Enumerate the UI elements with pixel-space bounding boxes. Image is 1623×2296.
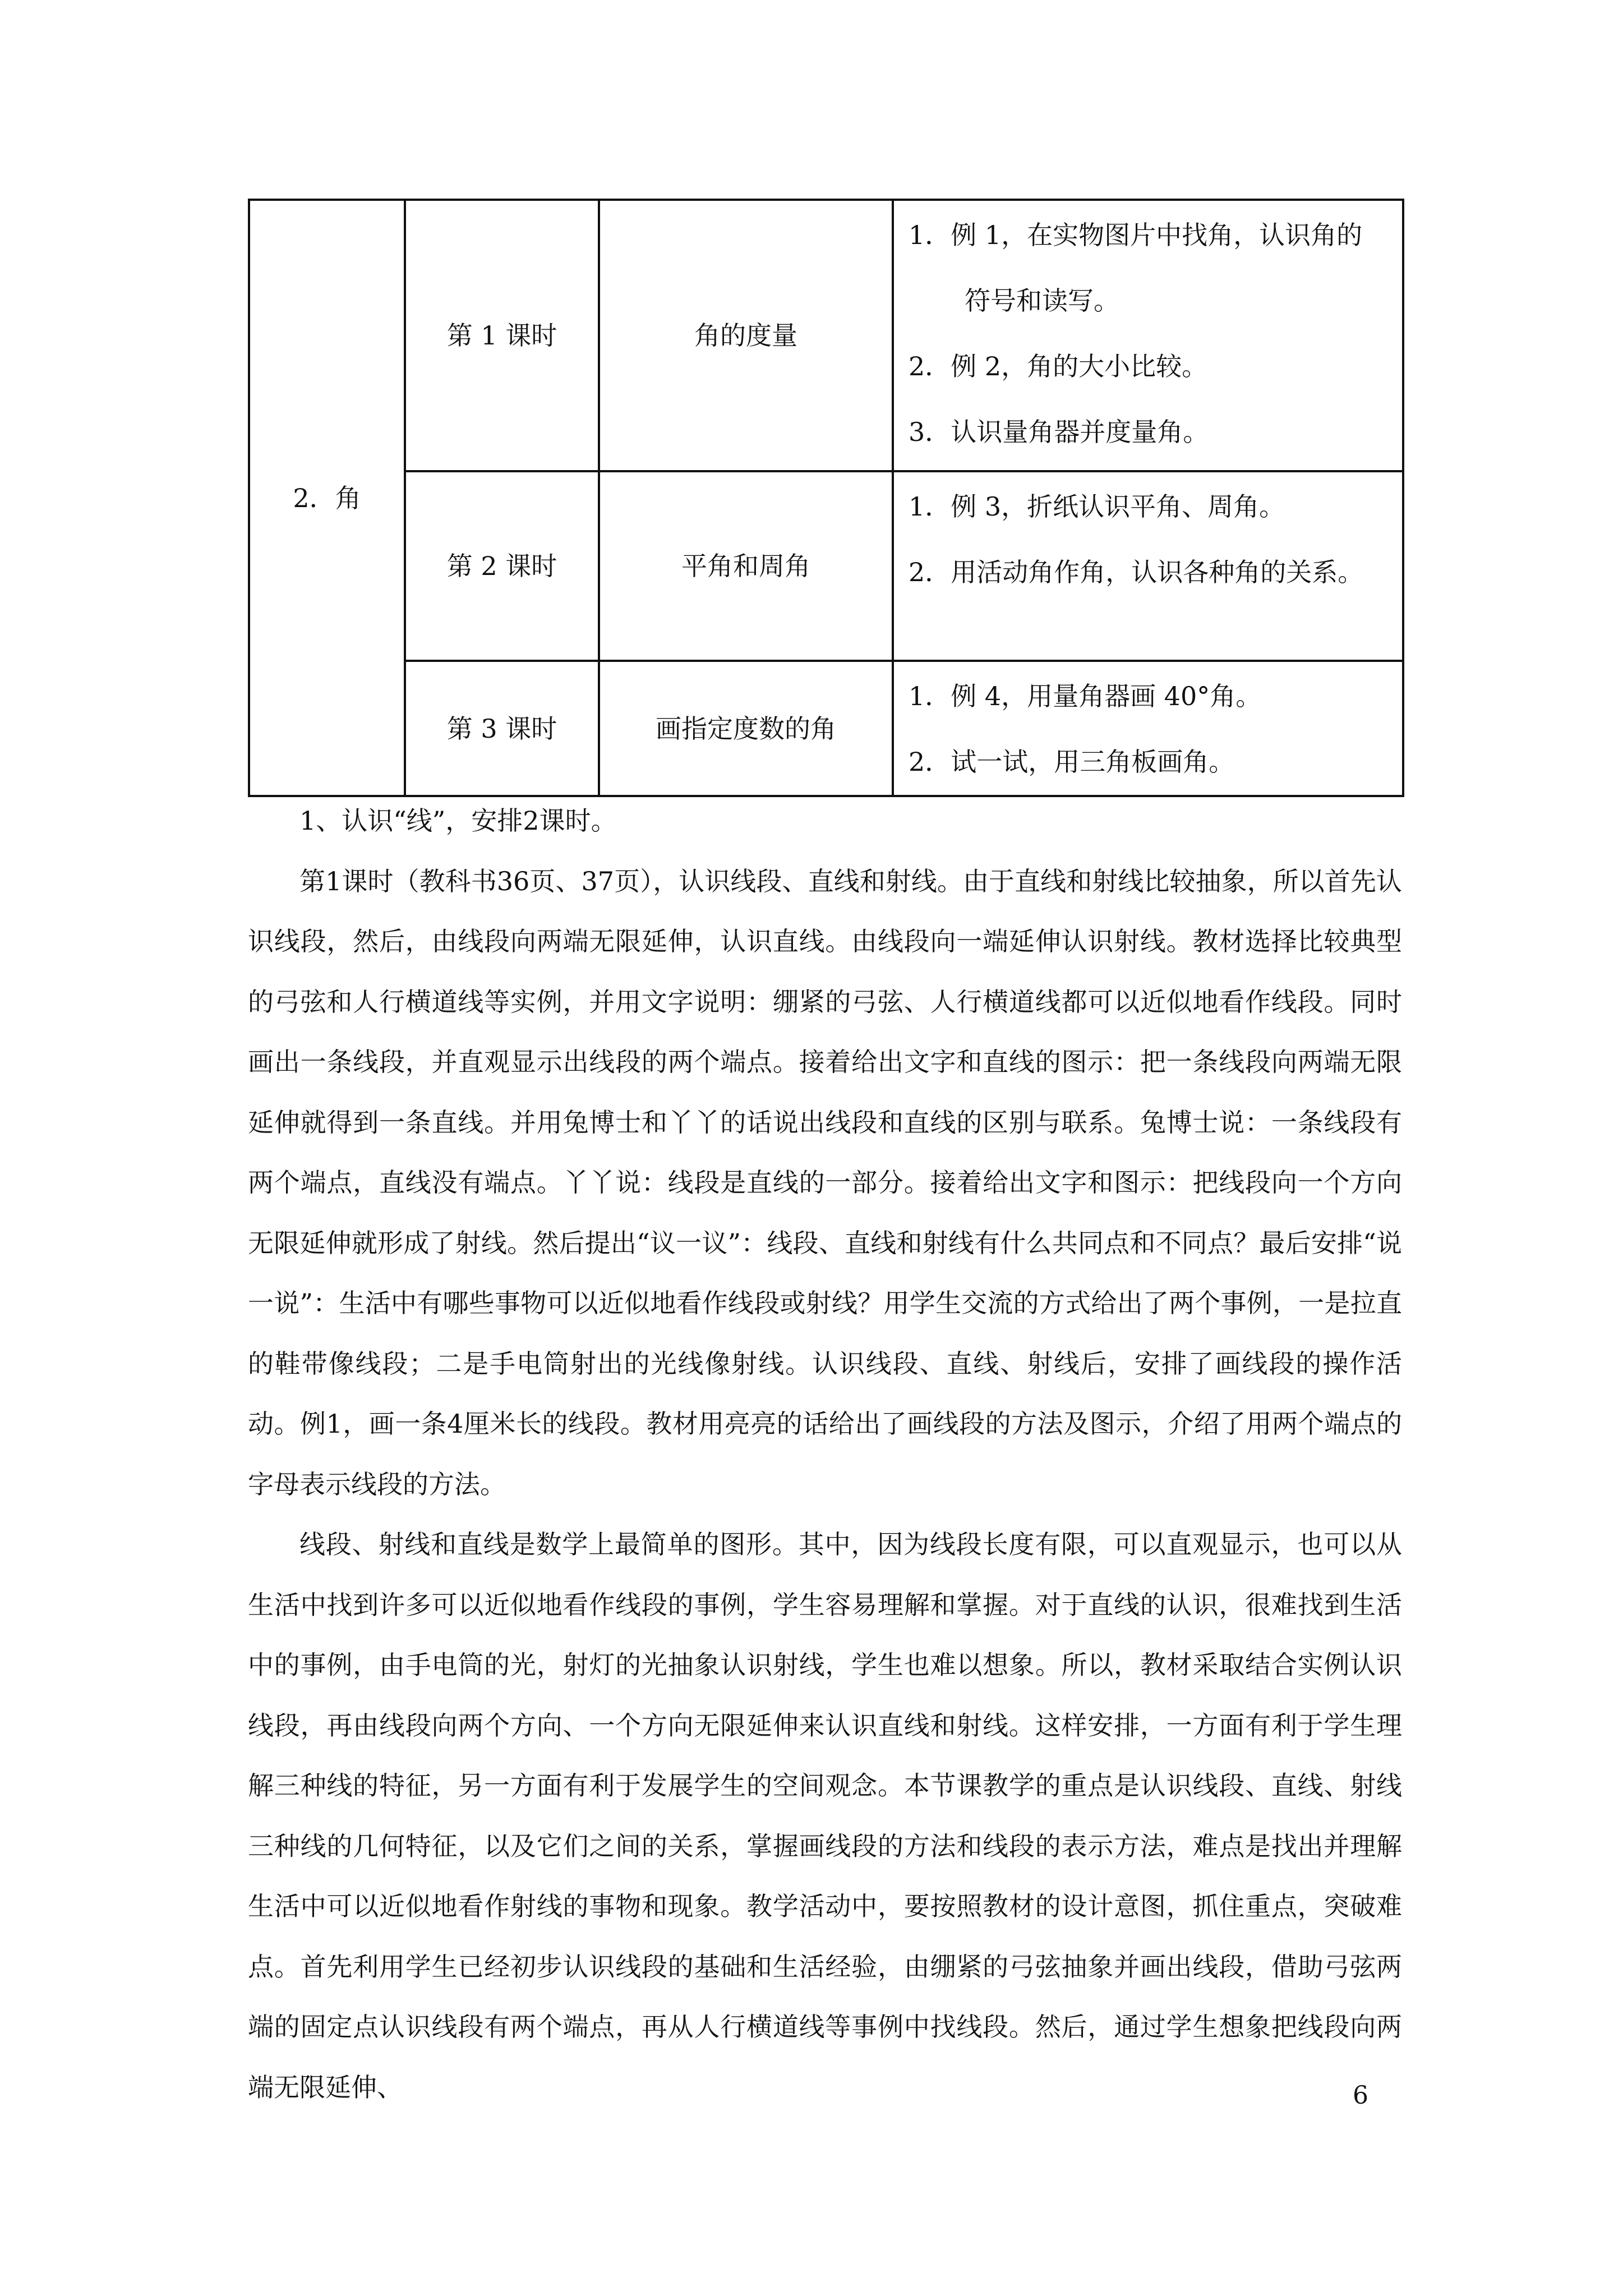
content-cell <box>893 471 1403 661</box>
body-text <box>248 791 1402 2118</box>
table-row <box>249 661 1403 796</box>
table-row <box>249 200 1403 471</box>
table-row <box>249 471 1403 661</box>
paragraph: 线段、射线和直线是数学上最简单的图形。其中，因为线段长度有限，可以直观显示，也可以从生活中找到许多可以近似地看作线段的事例，学生容易理解和掌握。对于直线的认识，很难找到生活中的事例，由手电筒的光，射灯的光抽象认识射线，学生也难以想象。所以，教材采取结合实例认识线段，再由线段向两个方向、一个方向无限延伸来认识直线和射线。这样安排，一方面有利于学生理解三种线的特征，另一方面有利于发展学生的空间观念。本节课教学的重点是认识线段、直线、射线三种线的几何特征，以及它们之间的关系，掌握画线段的方法和线段的表示方法，难点是找出并理解生活中可以近似地看作射线的事物和现象。教学活动中，要按照教材的设计意图，抓住重点，突破难点。首先利用学生已经初步认识线段的基础和生活经验，由绷紧的弓弦抽象并画出线段，借助弓弦两端的固定点认识线段有两个端点，再从人行横道线等事例中找线段。然后，通过学生想象把线段向两端无限延伸、 <box>248 1529 1402 2102</box>
topic-cell: 角的度量 <box>599 200 893 471</box>
content-item: 符号和读写。 <box>965 286 1119 316</box>
period-cell: 第 1 课时 <box>405 200 599 471</box>
page-number: 6 <box>1353 2081 1368 2110</box>
content-item: 1．例 4，用量角器画 40°角。 <box>909 681 1262 711</box>
content-item: 3．认识量角器并度量角。 <box>909 417 1209 447</box>
content-item: 1．例 1，在实物图片中找角，认识角的 <box>909 220 1363 250</box>
content-cell <box>893 661 1403 796</box>
content-item: 1．例 3，折纸认识平角、周角。 <box>909 491 1285 522</box>
topic-cell: 平角和周角 <box>599 471 893 661</box>
section-heading: 1、认识“线”，安排2课时。 <box>299 806 617 836</box>
period-cell: 第 3 课时 <box>405 661 599 796</box>
content-item: 2．用活动角作角，认识各种角的关系。 <box>909 557 1364 587</box>
topic-cell: 画指定度数的角 <box>599 661 893 796</box>
unit-cell: 2．角 <box>249 200 405 796</box>
lesson-plan-table <box>248 199 1404 797</box>
content-cell <box>893 200 1403 471</box>
content-item: 2．例 2，角的大小比较。 <box>909 351 1208 381</box>
content-item: 2．试一试，用三角板画角。 <box>909 747 1235 777</box>
period-cell: 第 2 课时 <box>405 471 599 661</box>
paragraph: 第1课时（教科书36页、37页），认识线段、直线和射线。由于直线和射线比较抽象，所以首先认识线段，然后，由线段向两端无限延伸，认识直线。由线段向一端延伸认识射线。教材选择比较典型的弓弦和人行横道线等实例，并用文字说明：绷紧的弓弦、人行横道线都可以近似地看作线段。同时画出一条线段，并直观显示出线段的两个端点。接着给出文字和直线的图示：把一条线段向两端无限延伸就得到一条直线。并用兔博士和丫丫的话说出线段和直线的区别与联系。兔博士说：一条线段有两个端点，直线没有端点。丫丫说：线段是直线的一部分。接着给出文字和图示：把线段向一个方向无限延伸就形成了射线。然后提出“议一议”：线段、直线和射线有什么共同点和不同点？最后安排“说一说”：生活中有哪些事物可以近似地看作线段或射线？用学生交流的方式给出了两个事例，一是拉直的鞋带像线段；二是手电筒射出的光线像射线。认识线段、直线、射线后，安排了画线段的操作活动。例1，画一条4厘米长的线段。教材用亮亮的话给出了画线段的方法及图示，介绍了用两个端点的字母表示线段的方法。 <box>248 866 1402 1499</box>
